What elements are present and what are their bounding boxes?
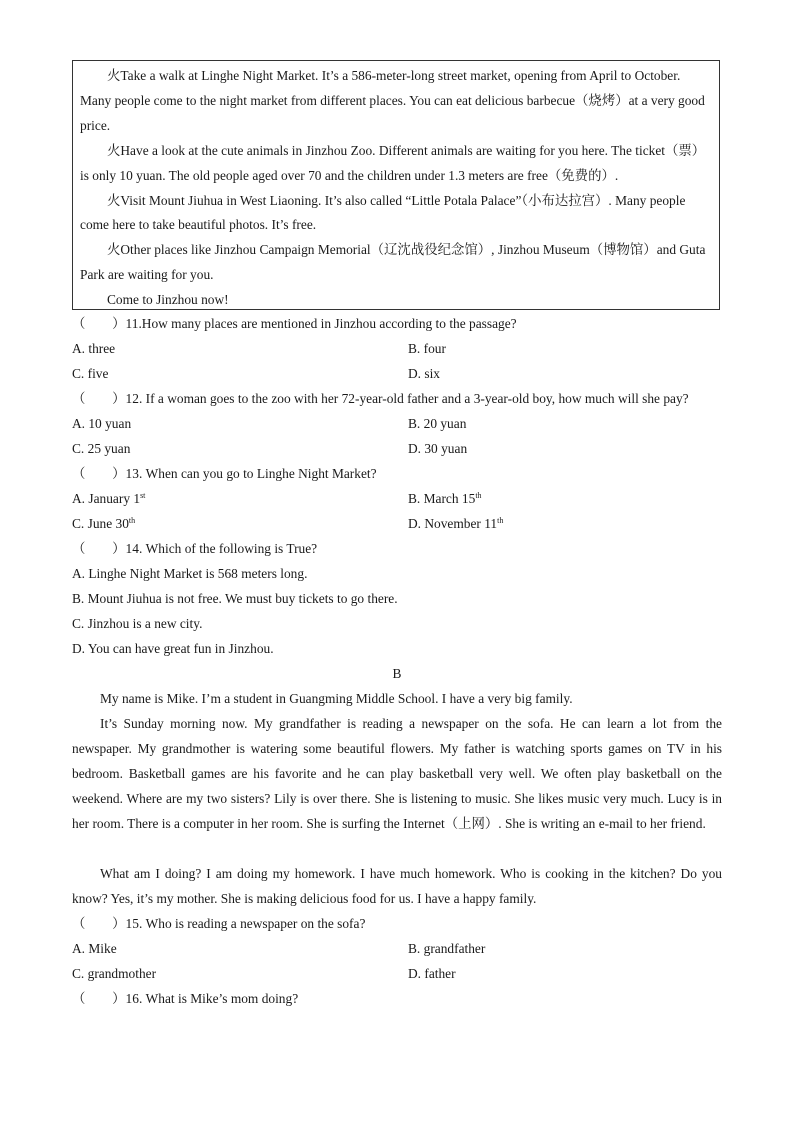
passage-a-paragraph-1: 火Take a walk at Linghe Night Market. It’s a 586-meter-long street market, opening from April to October. Many people come to the night market from different places. You can eat delicious barbecue（烧烤）at a very good price. bbox=[80, 68, 705, 133]
q13-option-d-sup: th bbox=[497, 516, 504, 525]
passage-a-paragraph-5: Come to Jinzhou now! bbox=[107, 292, 229, 308]
q13-option-c-text: C. June 30 bbox=[72, 516, 129, 531]
q13-option-d-text: D. November 11 bbox=[408, 516, 498, 531]
question-14: （ ）14. Which of the following is True? bbox=[72, 541, 318, 556]
q15-option-b[interactable]: B. grandfather bbox=[408, 941, 486, 956]
q12-option-b[interactable]: B. 20 yuan bbox=[408, 416, 467, 431]
passage-a-paragraph-2: 火Have a look at the cute animals in Jinzhou Zoo. Different animals are waiting for you here. The ticket（票）is only 10 yuan. The old people aged over 70 and the children under 1.3 meters are free（免费的）. bbox=[80, 142, 706, 183]
q12-option-c[interactable]: C. 25 yuan bbox=[72, 441, 131, 456]
question-13: （ ）13. When can you go to Linghe Night Market? bbox=[72, 466, 377, 481]
q14-option-c[interactable]: C. Jinzhou is a new city. bbox=[72, 616, 203, 631]
passage-a-paragraph-4: 火Other places like Jinzhou Campaign Memorial（辽沈战役纪念馆）, Jinzhou Museum（博物馆）and Guta Park are waiting for you. bbox=[80, 242, 706, 283]
q11-option-a[interactable]: A. three bbox=[72, 341, 116, 356]
passage-b-paragraph-3: What am I doing? I am doing my homework. I have much homework. Who is cooking in the kitchen? Do you know? Yes, it’s my mother. She is making delicious food for us. I have a happy family. bbox=[72, 866, 722, 906]
q14-option-b[interactable]: B. Mount Jiuhua is not free. We must buy tickets to go there. bbox=[72, 591, 398, 606]
passage-b-paragraph-1: My name is Mike. I’m a student in Guangming Middle School. I have a very big family. bbox=[100, 691, 573, 706]
q13-option-a-text: A. January 1 bbox=[72, 491, 141, 506]
q13-option-c[interactable] bbox=[72, 516, 135, 532]
q11-option-d[interactable]: D. six bbox=[408, 366, 440, 381]
q13-option-b-sup: th bbox=[475, 491, 482, 500]
q13-option-c-sup: th bbox=[128, 516, 136, 525]
q15-option-d[interactable]: D. father bbox=[408, 966, 456, 981]
passage-b-paragraph-2: It’s Sunday morning now. My grandfather is reading a newspaper on the sofa. He can learn a lot from the newspaper. My grandmother is watering some beautiful flowers. My father is watching sports games on TV in his bedroom. Basketball games are his favorite and he can play basketball very well. We often play basketball on the weekend. Where are my two sisters? Lily is over there. She is listening to music. She likes music very much. Lucy is in her room. There is a computer in her room. She is surfing the Internet（上网）. She is writing an e-mail to her friend. bbox=[72, 716, 722, 831]
q14-option-a[interactable]: A. Linghe Night Market is 568 meters long. bbox=[72, 566, 308, 581]
q13-option-a-sup: st bbox=[140, 491, 146, 500]
question-16: （ ）16. What is Mike’s mom doing? bbox=[72, 991, 299, 1006]
q12-option-d[interactable]: D. 30 yuan bbox=[408, 441, 468, 456]
passage-a-box bbox=[72, 60, 720, 310]
question-15: （ ）15. Who is reading a newspaper on the sofa? bbox=[72, 916, 366, 931]
section-b-label: B bbox=[392, 666, 402, 681]
question-12: （ ）12. If a woman goes to the zoo with her 72-year-old father and a 3-year-old boy, how much will she pay? bbox=[72, 391, 689, 406]
q12-option-a[interactable]: A. 10 yuan bbox=[72, 416, 132, 431]
q15-option-a[interactable]: A. Mike bbox=[72, 941, 117, 956]
q15-option-c[interactable]: C. grandmother bbox=[72, 966, 157, 981]
q13-option-b-text: B. March 15 bbox=[408, 491, 476, 506]
q13-option-b[interactable] bbox=[408, 491, 482, 507]
q11-option-c[interactable]: C. five bbox=[72, 366, 109, 381]
q13-option-d[interactable] bbox=[408, 516, 503, 532]
passage-a-paragraph-3: 火Visit Mount Jiuhua in West Liaoning. It’s also called “Little Potala Palace”（小布达拉宫）. Many people come here to take beautiful photos. It’s free. bbox=[80, 192, 686, 233]
q14-option-d[interactable]: D. You can have great fun in Jinzhou. bbox=[72, 641, 274, 656]
q13-option-a[interactable] bbox=[72, 491, 145, 507]
question-11: （ ）11.How many places are mentioned in Jinzhou according to the passage? bbox=[72, 316, 517, 331]
q11-option-b[interactable]: B. four bbox=[408, 341, 446, 356]
